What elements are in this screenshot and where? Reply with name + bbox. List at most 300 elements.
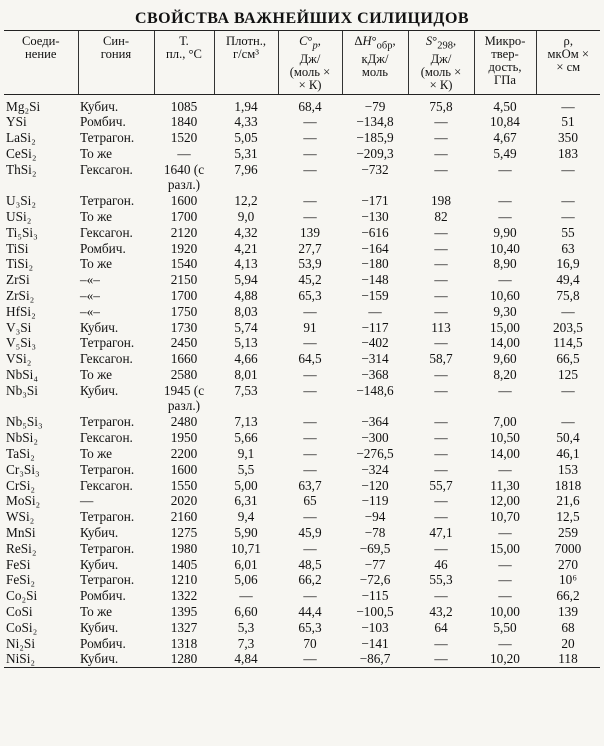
cell-s298: — — [434, 130, 448, 146]
cell-s298: 75,8 — [429, 98, 453, 114]
cell-syngony: Гексагон. — [80, 161, 133, 177]
table-row — [4, 525, 600, 541]
cell-hardness: 10,50 — [490, 430, 520, 446]
cell-compound: CoSi — [6, 604, 33, 620]
cell-hardness: 15,00 — [490, 319, 520, 335]
cell-density: 7,96 — [234, 161, 258, 177]
table-row — [4, 588, 600, 604]
cell-syngony: Кубич. — [80, 98, 119, 114]
header-rho: ρ, мкОм × × см — [536, 31, 600, 95]
cell-s298: — — [434, 161, 448, 177]
cell-density: 5,13 — [234, 335, 258, 351]
cell-hardness: 10,60 — [490, 288, 520, 304]
cell-s298: 82 — [434, 209, 448, 225]
cell-cp: — — [303, 145, 317, 161]
cell-density: 6,01 — [234, 556, 258, 572]
cell-density: — — [239, 588, 253, 604]
cell-hardness: 10,00 — [490, 604, 520, 620]
header-density: Плотн., г/см³ — [214, 31, 278, 95]
cell-hardness: 9,60 — [493, 351, 517, 367]
cell-hardness: 14,00 — [490, 446, 520, 462]
cell-syngony: Тетрагон. — [80, 540, 135, 556]
silicides-table — [4, 30, 600, 668]
cell-density: 8,01 — [234, 367, 258, 383]
cell-syngony: Кубич. — [80, 525, 119, 541]
cell-rho: — — [561, 303, 575, 319]
cell-rho: 270 — [558, 556, 578, 572]
cell-tmelt: 1395 — [170, 604, 198, 620]
cell-compound: TiSi — [6, 240, 29, 256]
cell-rho: 203,5 — [553, 319, 583, 335]
cell-hardness: 8,20 — [493, 367, 517, 383]
cell-density: 10,71 — [231, 540, 261, 556]
cell-compound: Nb₃Si — [6, 382, 38, 398]
cell-s298: — — [434, 303, 448, 319]
cell-dh: −732 — [361, 161, 389, 177]
cell-density: 5,94 — [234, 272, 258, 288]
cell-s298: — — [434, 635, 448, 651]
cell-rho: 20 — [561, 635, 575, 651]
cell-cp: 91 — [303, 319, 317, 335]
cell-dh: −78 — [364, 525, 386, 541]
cell-cp: — — [303, 114, 317, 130]
table-row — [4, 367, 600, 383]
table-row — [4, 114, 600, 130]
cell-s298: 58,7 — [429, 351, 453, 367]
cell-s298: — — [434, 114, 448, 130]
cell-rho: 55 — [561, 224, 575, 240]
cell-hardness: 10,84 — [490, 114, 520, 130]
cell-compound: VSi₂ — [6, 351, 32, 367]
cell-compound: FeSi₂ — [6, 572, 36, 588]
cell-density: 5,06 — [234, 572, 258, 588]
cell-density: 8,03 — [234, 303, 258, 319]
cell-syngony: То же — [80, 145, 113, 161]
cell-syngony: Тетрагон. — [80, 414, 135, 430]
cell-cp: — — [303, 588, 317, 604]
cell-dh: −120 — [361, 477, 389, 493]
table-row — [4, 620, 600, 636]
cell-dh: −103 — [361, 619, 389, 635]
cell-hardness: 12,00 — [490, 493, 520, 509]
cell-hardness: 11,30 — [490, 477, 520, 493]
cell-tmelt: 1540 — [170, 256, 198, 272]
cell-dh: −134,8 — [356, 114, 394, 130]
table-row — [4, 335, 600, 351]
cell-s298: — — [434, 382, 448, 398]
cell-dh: −314 — [361, 351, 389, 367]
cell-rho: — — [561, 161, 575, 177]
table-row — [4, 651, 600, 667]
table-row — [4, 414, 600, 430]
cell-dh: −164 — [361, 240, 389, 256]
table-row — [4, 383, 600, 415]
cell-dh: −119 — [361, 493, 389, 509]
cell-dh: −209,3 — [356, 145, 394, 161]
cell-tmelt: 1920 — [170, 240, 198, 256]
cell-compound: ZrSi₂ — [6, 288, 35, 304]
header-dh: $\Delta H^\circ_{обр}$, кДж/ моль — [342, 31, 408, 95]
cell-compound: LaSi₂ — [6, 130, 36, 146]
cell-tmelt: 1700 — [170, 288, 198, 304]
cell-syngony: Ромбич. — [80, 240, 126, 256]
cell-cp: — — [303, 367, 317, 383]
cell-s298: — — [434, 446, 448, 462]
cell-hardness: — — [498, 161, 512, 177]
cell-compound: Cr₃Si₃ — [6, 461, 40, 477]
cell-cp: 45,9 — [298, 525, 322, 541]
cell-hardness: 5,50 — [493, 619, 517, 635]
cell-cp: — — [303, 509, 317, 525]
table-row — [4, 636, 600, 652]
cell-tmelt: 1945 (с разл.) — [163, 382, 205, 413]
cell-syngony: Гексагон. — [80, 430, 133, 446]
cell-syngony: То же — [80, 256, 113, 272]
cell-syngony: Кубич. — [80, 382, 119, 398]
cell-compound: MoSi₂ — [6, 493, 41, 509]
cell-syngony: –«– — [80, 288, 100, 304]
cell-syngony: То же — [80, 367, 113, 383]
table-row — [4, 241, 600, 257]
cell-density: 4,21 — [234, 240, 258, 256]
cell-compound: Ni₂Si — [6, 635, 36, 651]
cell-cp: 53,9 — [298, 256, 322, 272]
cell-syngony: Гексагон. — [80, 351, 133, 367]
cell-compound: ThSi₂ — [6, 161, 37, 177]
cell-s298: — — [434, 588, 448, 604]
cell-syngony: Гексагон. — [80, 224, 133, 240]
cell-dh: −86,7 — [342, 651, 408, 667]
table-row — [4, 225, 600, 241]
cell-s298: — — [434, 145, 448, 161]
cell-syngony: Тетрагон. — [80, 130, 135, 146]
cell-density: 5,66 — [234, 430, 258, 446]
cell-tmelt: 1640 (с разл.) — [163, 161, 205, 192]
cell-density: 4,13 — [234, 256, 258, 272]
cell-hardness: 5,49 — [493, 145, 517, 161]
table-row — [4, 462, 600, 478]
table-row — [4, 193, 600, 209]
table-row — [4, 304, 600, 320]
cell-dh: −94 — [364, 509, 386, 525]
cell-compound: USi₂ — [6, 209, 32, 225]
cell-tmelt: 2160 — [170, 509, 198, 525]
cell-tmelt: 1600 — [170, 193, 198, 209]
cell-compound: Mg₂Si — [6, 98, 41, 114]
cell-compound: U₃Si₂ — [6, 193, 36, 209]
table-row — [4, 256, 600, 272]
table-title: СВОЙСТВА ВАЖНЕЙШИХ СИЛИЦИДОВ — [134, 10, 470, 27]
cell-rho: 66,5 — [556, 351, 580, 367]
cell-density: 5,74 — [234, 319, 258, 335]
cell-density: 5,5 — [237, 461, 255, 477]
cell-density: 5,3 — [237, 619, 255, 635]
cell-tmelt: 1318 — [170, 635, 198, 651]
cell-rho: 1818 — [554, 477, 582, 493]
cell-syngony: Кубич. — [80, 619, 119, 635]
cell-tmelt: 1327 — [170, 619, 198, 635]
cell-s298: — — [434, 272, 448, 288]
cell-cp: 27,7 — [298, 240, 322, 256]
cell-compound: Ti₅Si₃ — [6, 224, 38, 240]
cell-dh: −616 — [361, 224, 389, 240]
cell-density: 7,53 — [234, 382, 258, 398]
cell-cp: 63,7 — [298, 477, 322, 493]
cell-cp: — — [278, 651, 342, 667]
cell-rho: 51 — [561, 114, 575, 130]
cell-density: 5,90 — [234, 525, 258, 541]
cell-density: 12,2 — [234, 193, 258, 209]
cell-s298: — — [434, 367, 448, 383]
cell-rho: 153 — [558, 461, 578, 477]
cell-rho: 75,8 — [556, 288, 580, 304]
cell-density: 4,66 — [234, 351, 258, 367]
cell-compound: NbSi₄ — [6, 367, 38, 383]
cell-compound: MnSi — [6, 525, 36, 541]
cell-rho: 125 — [558, 367, 578, 383]
cell-rho: 259 — [558, 525, 578, 541]
cell-dh: −141 — [361, 635, 389, 651]
cell-cp: 64,5 — [298, 351, 322, 367]
cell-density: 6,60 — [234, 604, 258, 620]
cell-cp: — — [303, 335, 317, 351]
cell-density: 5,00 — [234, 477, 258, 493]
table-row — [4, 146, 600, 162]
cell-tmelt: 1660 — [170, 351, 198, 367]
cell-hardness: — — [498, 461, 512, 477]
cell-s298: — — [434, 461, 448, 477]
cell-s298: — — [434, 509, 448, 525]
cell-hardness: 7,00 — [493, 414, 517, 430]
cell-compound: YSi — [6, 114, 27, 130]
cell-hardness: — — [498, 272, 512, 288]
cell-syngony: То же — [80, 446, 113, 462]
cell-rho: 21,6 — [556, 493, 580, 509]
cell-hardness: — — [498, 572, 512, 588]
cell-tmelt: 1730 — [170, 319, 198, 335]
cell-s298: — — [434, 256, 448, 272]
cell-compound: NbSi₂ — [6, 430, 38, 446]
cell-dh: −402 — [361, 335, 389, 351]
cell-rho: 12,5 — [556, 509, 580, 525]
cell-tmelt: 1210 — [170, 572, 198, 588]
header-s298: $S^\circ_{298}$, Дж/ (моль × × К) — [408, 31, 474, 95]
cell-density: 5,05 — [234, 130, 258, 146]
cell-s298: 43,2 — [429, 604, 453, 620]
cell-density: 1,94 — [234, 98, 258, 114]
cell-rho: 118 — [536, 651, 600, 667]
header-cp: $C^\circ_p$, Дж/ (моль × × К) — [278, 31, 342, 95]
cell-cp: 48,5 — [298, 556, 322, 572]
cell-hardness: 8,90 — [493, 256, 517, 272]
cell-syngony: Тетрагон. — [80, 572, 135, 588]
table-row — [4, 604, 600, 620]
cell-cp: — — [303, 303, 317, 319]
cell-tmelt: 1950 — [170, 430, 198, 446]
table-row — [4, 130, 600, 146]
cell-syngony: Тетрагон. — [80, 193, 135, 209]
cell-hardness: 10,70 — [490, 509, 520, 525]
cell-compound: HfSi₂ — [6, 303, 36, 319]
cell-cp: 68,4 — [298, 98, 322, 114]
cell-hardness: — — [498, 209, 512, 225]
cell-compound: WSi₂ — [6, 509, 35, 525]
table-row — [4, 162, 600, 194]
table-row — [4, 446, 600, 462]
cell-hardness: 10,40 — [490, 240, 520, 256]
cell-s298: — — [434, 288, 448, 304]
cell-cp: — — [303, 540, 317, 556]
table-row — [4, 557, 600, 573]
cell-s298: 64 — [434, 619, 448, 635]
cell-syngony: Гексагон. — [80, 477, 133, 493]
cell-syngony: Ромбич. — [80, 635, 126, 651]
header-compound: Соеди- нение — [4, 31, 78, 95]
cell-density: 9,4 — [237, 509, 255, 525]
cell-hardness: — — [498, 588, 512, 604]
cell-cp: 70 — [303, 635, 317, 651]
cell-s298: — — [434, 224, 448, 240]
table-row — [4, 493, 600, 509]
cell-rho: 46,1 — [556, 446, 580, 462]
cell-tmelt: 2480 — [170, 414, 198, 430]
cell-cp: — — [303, 414, 317, 430]
table-row — [4, 572, 600, 588]
cell-dh: −300 — [361, 430, 389, 446]
cell-compound: CeSi₂ — [6, 145, 37, 161]
cell-cp: 44,4 — [298, 604, 322, 620]
cell-rho: 63 — [561, 240, 575, 256]
cell-rho: 16,9 — [556, 256, 580, 272]
cell-hardness: 10,20 — [474, 651, 536, 667]
cell-density: 7,13 — [234, 414, 258, 430]
cell-tmelt: 1840 — [170, 114, 198, 130]
cell-syngony: То же — [80, 209, 113, 225]
cell-tmelt: 1980 — [170, 540, 198, 556]
cell-rho: 50,4 — [556, 430, 580, 446]
cell-rho: — — [561, 382, 575, 398]
table-row — [4, 288, 600, 304]
cell-dh: −148,6 — [356, 382, 394, 398]
cell-cp: 65,3 — [298, 619, 322, 635]
table-row — [4, 272, 600, 288]
cell-tmelt: 2200 — [170, 446, 198, 462]
cell-dh: — — [368, 303, 382, 319]
cell-dh: −148 — [361, 272, 389, 288]
cell-dh: −69,5 — [359, 540, 391, 556]
cell-cp: 66,2 — [298, 572, 322, 588]
cell-compound: V₃Si — [6, 319, 32, 335]
cell-s298: — — [408, 651, 474, 667]
cell-cp: — — [303, 446, 317, 462]
cell-tmelt: 1280 — [154, 651, 214, 667]
cell-cp: — — [303, 430, 317, 446]
cell-rho: 10⁶ — [559, 572, 577, 588]
cell-tmelt: 1700 — [170, 209, 198, 225]
cell-tmelt: 1405 — [170, 556, 198, 572]
cell-rho: 7000 — [554, 540, 582, 556]
header-tmelt: Т. пл., °С — [154, 31, 214, 95]
cell-dh: −72,6 — [359, 572, 391, 588]
cell-density: 4,88 — [234, 288, 258, 304]
cell-compound: V₅Si₃ — [6, 335, 36, 351]
cell-cp: — — [303, 161, 317, 177]
cell-syngony: — — [80, 493, 94, 509]
cell-compound: CrSi₂ — [6, 477, 36, 493]
cell-dh: −368 — [361, 367, 389, 383]
cell-density: 6,31 — [234, 493, 258, 509]
cell-hardness: 14,00 — [490, 335, 520, 351]
cell-cp: 65,3 — [298, 288, 322, 304]
cell-tmelt: 2020 — [170, 493, 198, 509]
cell-dh: −276,5 — [356, 446, 394, 462]
cell-tmelt: 1520 — [170, 130, 198, 146]
cell-cp: — — [303, 209, 317, 225]
cell-density: 4,32 — [234, 224, 258, 240]
cell-dh: −79 — [364, 98, 386, 114]
cell-tmelt: 2120 — [170, 224, 198, 240]
cell-syngony: –«– — [80, 303, 100, 319]
cell-dh: −117 — [361, 319, 389, 335]
cell-compound: ZrSi — [6, 272, 30, 288]
header-row — [4, 31, 600, 95]
cell-syngony: Тетрагон. — [80, 461, 135, 477]
cell-tmelt: 1600 — [170, 461, 198, 477]
cell-hardness: — — [498, 525, 512, 541]
cell-density: 7,3 — [237, 635, 255, 651]
cell-syngony: Ромбич. — [80, 114, 126, 130]
cell-syngony: Кубич. — [80, 556, 119, 572]
cell-rho: — — [561, 98, 575, 114]
cell-rho: 114,5 — [553, 335, 583, 351]
cell-rho: — — [561, 209, 575, 225]
cell-rho: 350 — [558, 130, 578, 146]
cell-tmelt: 1085 — [170, 98, 198, 114]
cell-tmelt: — — [177, 145, 191, 161]
cell-s298: — — [434, 493, 448, 509]
cell-compound: Nb₅Si₃ — [6, 414, 43, 430]
cell-compound: ReSi₂ — [6, 540, 37, 556]
cell-syngony: Тетрагон. — [80, 509, 135, 525]
cell-syngony: Тетрагон. — [80, 335, 135, 351]
cell-density: 4,33 — [234, 114, 258, 130]
cell-cp: — — [303, 461, 317, 477]
cell-syngony: То же — [80, 604, 113, 620]
cell-s298: — — [434, 414, 448, 430]
cell-s298: — — [434, 430, 448, 446]
cell-cp: — — [303, 193, 317, 209]
table-row — [4, 430, 600, 446]
cell-dh: −185,9 — [356, 130, 394, 146]
cell-dh: −159 — [361, 288, 389, 304]
cell-s298: 55,7 — [429, 477, 453, 493]
cell-compound: CoSi₂ — [6, 619, 38, 635]
cell-tmelt: 1275 — [170, 525, 198, 541]
cell-hardness: 9,90 — [493, 224, 517, 240]
cell-dh: −364 — [361, 414, 389, 430]
cell-compound: NiSi₂ — [4, 651, 78, 667]
cell-rho: 49,4 — [556, 272, 580, 288]
cell-syngony: –«– — [80, 272, 100, 288]
cell-s298: — — [434, 240, 448, 256]
header-syngony: Син- гония — [78, 31, 154, 95]
table-row — [4, 209, 600, 225]
cell-hardness: — — [498, 556, 512, 572]
cell-cp: — — [303, 130, 317, 146]
cell-dh: −171 — [361, 193, 389, 209]
table-row — [4, 351, 600, 367]
cell-s298: — — [434, 335, 448, 351]
